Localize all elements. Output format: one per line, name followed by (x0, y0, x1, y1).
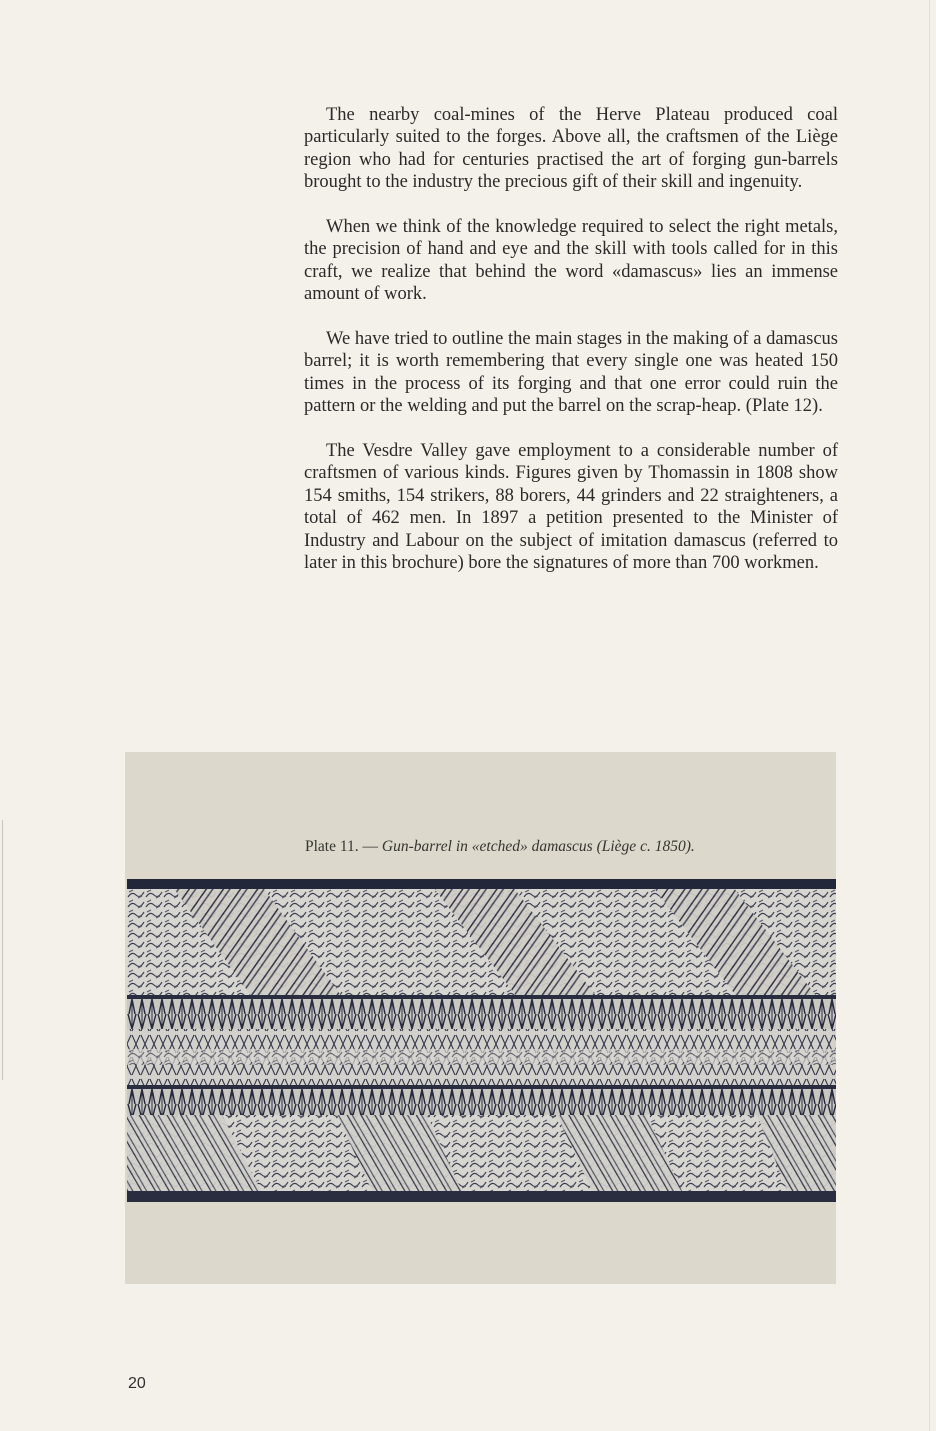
damascus-barrel-photo (127, 879, 836, 1202)
paragraph-1: The nearby coal-mines of the Herve Plateau produced coal particularly suited to the forges. Above all, the craftsmen of the Liège region who had for centuries practised the art of forging gun-barrels brought to the industry the precious gift of their skill and ingenuity. (304, 105, 838, 193)
page-edge-shadow (2, 820, 3, 1080)
page-edge-shadow-right (929, 0, 930, 1431)
plate-caption (305, 838, 695, 856)
plate-caption-text: Gun-barrel in «etched» damascus (Liège c. 1850). (381, 838, 695, 855)
plate-figure (125, 752, 836, 1284)
paragraph-3: We have tried to outline the main stages in the making of a damascus barrel; it is worth remembering that every single one was heated 150 times in the process of its forging and that one error could ruin the pattern or the welding and put the barrel on the scrap-heap. (Plate 12). (304, 329, 838, 417)
plate-label: Plate 11. — (305, 838, 382, 855)
page-number: 20 (128, 1375, 146, 1392)
paragraph-2: When we think of the knowledge required to select the right metals, the precision of hand and eye and the skill with tools called for in this craft, we realize that behind the word «damascus» lies an immense amount of work. (304, 217, 838, 305)
paragraph-4: The Vesdre Valley gave employment to a considerable number of craftsmen of various kinds. Figures given by Thomassin in 1808 show 154 smiths, 154 strikers, 88 borers, 44 grinders and 22 straighteners, a total of 462 men. In 1897 a petition presented to the Minister of Industry and Labour on the subject of imitation damascus (referred to later in this brochure) bore the signatures of more than 700 workmen. (304, 441, 838, 574)
body-text (304, 104, 838, 597)
